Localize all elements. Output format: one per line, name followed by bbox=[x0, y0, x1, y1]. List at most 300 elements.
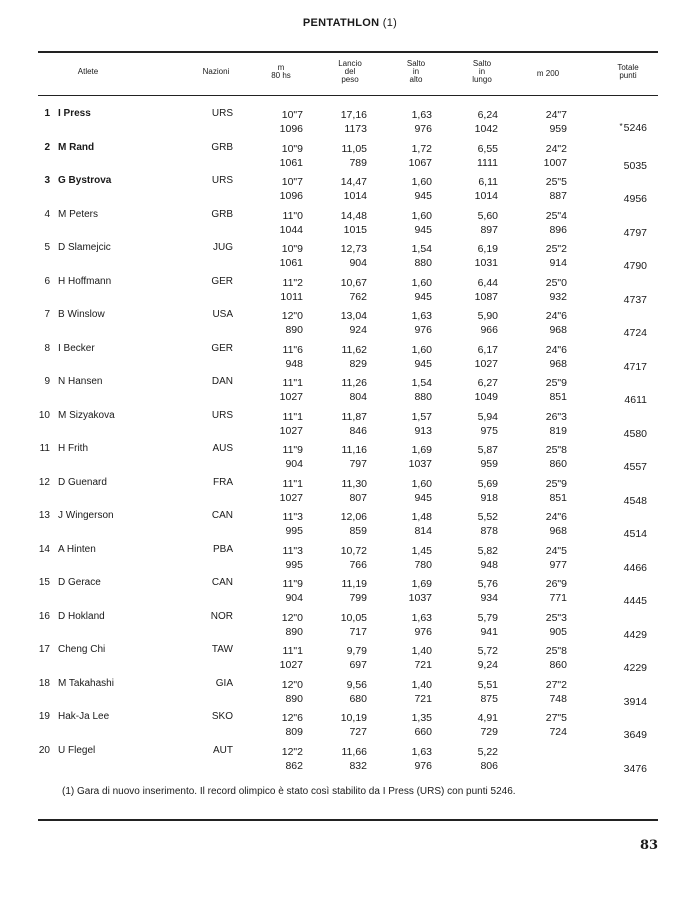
alto-points: 945 bbox=[414, 290, 432, 303]
bottom-rule bbox=[38, 819, 658, 821]
header-line: Salto bbox=[472, 59, 492, 68]
alto-result: 1,40 bbox=[411, 678, 432, 691]
alto-points: 721 bbox=[414, 692, 432, 705]
hs80-points: 1096 bbox=[279, 190, 303, 202]
m200-points: 968 bbox=[549, 324, 567, 336]
peso-result: 9,56 bbox=[346, 678, 367, 691]
alto-points: 880 bbox=[414, 391, 432, 403]
peso-points: 697 bbox=[349, 659, 367, 671]
alto-points: 1037 bbox=[408, 592, 432, 604]
position: 8 bbox=[44, 342, 50, 354]
alto-points: 976 bbox=[414, 759, 432, 772]
lungo-points: 959 bbox=[480, 458, 498, 470]
athlete-name: I Becker bbox=[58, 342, 95, 354]
lungo-points: 934 bbox=[480, 592, 498, 604]
total-points bbox=[587, 394, 647, 406]
lungo-result: 5,72 bbox=[477, 645, 498, 657]
peso-points: 924 bbox=[349, 324, 367, 336]
athlete-name: I Press bbox=[58, 108, 91, 119]
total-value: 4956 bbox=[623, 193, 647, 205]
athlete-name: J Wingerson bbox=[58, 510, 114, 521]
hs80-result: 12"0 bbox=[281, 611, 303, 624]
header-line: Salto bbox=[406, 59, 426, 68]
peso-result: 12,06 bbox=[340, 511, 367, 523]
nation: JUG bbox=[213, 242, 233, 253]
total-points bbox=[587, 696, 647, 708]
m200-points: 932 bbox=[549, 290, 567, 303]
athlete-name: D Hokland bbox=[58, 610, 105, 622]
m200-points: 851 bbox=[549, 491, 567, 504]
total-value: 4611 bbox=[624, 394, 647, 406]
record-mark: * bbox=[619, 122, 623, 131]
position: 7 bbox=[44, 309, 50, 320]
nation: GIA bbox=[215, 677, 233, 689]
total-value: 3914 bbox=[623, 695, 647, 708]
alto-result: 1,63 bbox=[411, 310, 432, 322]
alto-points: 976 bbox=[414, 324, 432, 336]
total-value: 5035 bbox=[623, 159, 647, 172]
nation: USA bbox=[212, 309, 233, 320]
alto-points: 780 bbox=[414, 558, 432, 571]
lungo-points: 729 bbox=[480, 726, 498, 738]
hs80-points: 1027 bbox=[279, 424, 303, 437]
alto-result: 1,60 bbox=[411, 477, 432, 490]
m200-result: 25"5 bbox=[545, 176, 567, 188]
hs80-points: 1061 bbox=[279, 156, 303, 169]
lungo-points: 1031 bbox=[474, 257, 498, 269]
alto-points: 945 bbox=[414, 491, 432, 504]
lungo-result: 5,76 bbox=[477, 578, 498, 590]
nation: DAN bbox=[211, 376, 233, 387]
hs80-points: 904 bbox=[285, 458, 303, 470]
athlete-name: A Hinten bbox=[58, 543, 96, 555]
nation: NOR bbox=[210, 610, 233, 622]
m200-result: 25"0 bbox=[545, 276, 567, 289]
athlete-name: G Bystrova bbox=[58, 175, 112, 186]
total-value: 3649 bbox=[623, 729, 647, 741]
alto-result: 1,60 bbox=[411, 176, 432, 188]
hs80-points: 1027 bbox=[279, 659, 303, 671]
top-rule bbox=[38, 51, 658, 53]
lungo-points: 875 bbox=[480, 692, 498, 705]
peso-result: 11,62 bbox=[341, 343, 367, 356]
hs80-result: 10"9 bbox=[281, 142, 303, 155]
m200-points: 977 bbox=[549, 558, 567, 571]
header-line: m 200 bbox=[536, 69, 560, 78]
nation: GER bbox=[211, 275, 233, 287]
hs80-result: 11"3 bbox=[282, 511, 303, 523]
athlete-name: H Frith bbox=[58, 443, 88, 454]
title-note: (1) bbox=[382, 17, 398, 29]
m200-result: 25"2 bbox=[545, 243, 567, 255]
position: 2 bbox=[44, 141, 50, 153]
lungo-points: 897 bbox=[480, 223, 498, 236]
lungo-result: 6,27 bbox=[477, 377, 498, 389]
total-value: 3476 bbox=[623, 762, 647, 775]
lungo-points: 9,24 bbox=[477, 659, 498, 671]
alto-result: 1,35 bbox=[411, 712, 432, 724]
lungo-points: 1049 bbox=[474, 391, 498, 403]
alto-result: 1,69 bbox=[411, 444, 432, 456]
athlete-name: Hak-Ja Lee bbox=[58, 711, 110, 722]
position: 6 bbox=[44, 275, 50, 287]
total-points bbox=[587, 763, 647, 775]
peso-points: 789 bbox=[349, 156, 367, 169]
m200-points: 724 bbox=[549, 726, 567, 738]
hs80-result: 11"1 bbox=[282, 410, 303, 423]
peso-result: 10,05 bbox=[340, 611, 367, 624]
header-line: Lancio bbox=[338, 59, 362, 68]
alto-points: 721 bbox=[414, 659, 432, 671]
hs80-result: 12"0 bbox=[281, 678, 303, 691]
total-points bbox=[587, 461, 647, 473]
hs80-points: 995 bbox=[285, 525, 303, 537]
hs80-points: 1027 bbox=[279, 391, 303, 403]
alto-result: 1,72 bbox=[411, 142, 432, 155]
total-value: 4548 bbox=[623, 494, 647, 507]
peso-result: 11,87 bbox=[341, 410, 367, 423]
position: 10 bbox=[38, 409, 50, 421]
athlete-name: D Slamejcic bbox=[58, 242, 111, 253]
alto-result: 1,60 bbox=[411, 209, 432, 222]
m200-points: 819 bbox=[549, 424, 567, 437]
lungo-result: 5,82 bbox=[477, 544, 498, 557]
hs80-result: 11"1 bbox=[282, 377, 303, 389]
m200-result: 25"4 bbox=[545, 209, 567, 222]
hs80-points: 890 bbox=[285, 692, 303, 705]
hs80-result: 11"1 bbox=[282, 645, 303, 657]
position: 12 bbox=[38, 476, 50, 488]
nation: CAN bbox=[211, 577, 233, 588]
nation: AUT bbox=[213, 744, 233, 756]
nation: URS bbox=[211, 175, 233, 186]
lungo-result: 6,17 bbox=[477, 343, 498, 356]
athlete-name: M Rand bbox=[58, 141, 95, 153]
peso-points: 859 bbox=[349, 525, 367, 537]
hs80-result: 11"3 bbox=[282, 544, 303, 557]
total-value: 4229 bbox=[623, 662, 647, 674]
hs80-points: 1011 bbox=[280, 290, 303, 303]
lungo-result: 5,22 bbox=[477, 745, 498, 758]
m200-points: 851 bbox=[549, 391, 567, 403]
lungo-result: 5,60 bbox=[477, 209, 498, 222]
position: 5 bbox=[44, 242, 50, 253]
total-value: 4790 bbox=[623, 260, 647, 272]
header-line: in bbox=[412, 67, 420, 76]
m200-result: 26"9 bbox=[545, 578, 567, 590]
hs80-points: 904 bbox=[285, 592, 303, 604]
total-value: 4724 bbox=[623, 327, 647, 339]
nation: CAN bbox=[211, 510, 233, 521]
m200-points: 914 bbox=[549, 257, 567, 269]
peso-result: 17,16 bbox=[340, 109, 367, 121]
lungo-points: 878 bbox=[480, 525, 498, 537]
position: 9 bbox=[44, 376, 50, 387]
hs80-result: 10"7 bbox=[281, 109, 303, 121]
m200-points: 968 bbox=[549, 357, 567, 370]
peso-points: 829 bbox=[349, 357, 367, 370]
peso-result: 11,16 bbox=[341, 444, 367, 456]
lungo-result: 6,44 bbox=[477, 276, 498, 289]
m200-points: 860 bbox=[549, 659, 567, 671]
peso-points: 762 bbox=[349, 290, 367, 303]
total-value: 4717 bbox=[623, 360, 647, 373]
alto-result: 1,54 bbox=[411, 243, 432, 255]
position: 4 bbox=[44, 208, 50, 220]
peso-points: 1015 bbox=[343, 223, 367, 236]
hs80-result: 12"0 bbox=[281, 310, 303, 322]
nation: URS bbox=[211, 108, 233, 119]
lungo-result: 4,91 bbox=[477, 712, 498, 724]
alto-result: 1,60 bbox=[411, 276, 432, 289]
lungo-result: 6,19 bbox=[477, 243, 498, 255]
hs80-result: 11"1 bbox=[282, 477, 303, 490]
nation: GRB bbox=[211, 208, 233, 220]
position: 11 bbox=[39, 443, 50, 454]
total-points bbox=[587, 729, 647, 741]
nation: GRB bbox=[211, 141, 233, 153]
alto-result: 1,40 bbox=[411, 645, 432, 657]
alto-result: 1,63 bbox=[411, 611, 432, 624]
peso-result: 11,05 bbox=[341, 142, 367, 155]
total-value: 4580 bbox=[623, 427, 647, 440]
m200-points: 896 bbox=[549, 223, 567, 236]
athlete-name: M Peters bbox=[58, 208, 99, 220]
athlete-name: Cheng Chi bbox=[58, 644, 106, 655]
alto-result: 1,54 bbox=[411, 377, 432, 389]
hs80-result: 10"9 bbox=[281, 243, 303, 255]
hs80-points: 1096 bbox=[279, 123, 303, 135]
hs80-points: 862 bbox=[285, 759, 303, 772]
position: 3 bbox=[44, 175, 50, 186]
total-points bbox=[587, 528, 647, 540]
position: 16 bbox=[38, 610, 50, 622]
m200-result: 25"9 bbox=[545, 377, 567, 389]
header-line: Atlete bbox=[77, 67, 99, 76]
m200-result: 24"6 bbox=[545, 343, 567, 356]
athlete-name: N Hansen bbox=[58, 376, 103, 387]
header-line: peso bbox=[341, 75, 359, 84]
alto-points: 660 bbox=[414, 726, 432, 738]
m200-result: 25"8 bbox=[545, 444, 567, 456]
total-value: 4557 bbox=[623, 461, 647, 473]
header-totale-punti bbox=[588, 64, 668, 80]
total-value: 4737 bbox=[623, 293, 647, 306]
header-line: del bbox=[344, 67, 356, 76]
peso-result: 11,26 bbox=[341, 377, 367, 389]
hs80-result: 11"0 bbox=[282, 209, 303, 222]
nation: AUS bbox=[212, 443, 233, 454]
m200-result: 24"6 bbox=[545, 310, 567, 322]
peso-points: 797 bbox=[349, 458, 367, 470]
total-points bbox=[587, 193, 647, 205]
peso-points: 846 bbox=[349, 424, 367, 437]
header-atlete bbox=[48, 68, 128, 76]
nation: PBA bbox=[212, 543, 233, 555]
peso-result: 14,47 bbox=[340, 176, 367, 188]
alto-points: 945 bbox=[414, 190, 432, 202]
m200-result: 25"8 bbox=[545, 645, 567, 657]
peso-points: 717 bbox=[349, 625, 367, 638]
lungo-result: 5,51 bbox=[477, 678, 498, 691]
peso-result: 14,48 bbox=[340, 209, 367, 222]
total-points bbox=[587, 160, 647, 172]
lungo-result: 6,11 bbox=[478, 176, 498, 188]
position: 18 bbox=[38, 677, 50, 689]
position: 17 bbox=[38, 644, 50, 655]
total-points bbox=[587, 629, 647, 641]
athlete-name: D Gerace bbox=[58, 577, 101, 588]
hs80-result: 12"6 bbox=[281, 712, 303, 724]
total-points bbox=[587, 495, 647, 507]
hs80-points: 948 bbox=[285, 357, 303, 370]
alto-result: 1,45 bbox=[411, 544, 432, 557]
alto-result: 1,60 bbox=[411, 343, 432, 356]
athlete-name: D Guenard bbox=[58, 476, 107, 488]
alto-points: 913 bbox=[414, 424, 432, 437]
lungo-points: 941 bbox=[480, 625, 498, 638]
hs80-points: 1027 bbox=[279, 491, 303, 504]
m200-points: 860 bbox=[549, 458, 567, 470]
nation: TAW bbox=[211, 644, 233, 655]
peso-result: 11,66 bbox=[341, 745, 367, 758]
hs80-result: 11"2 bbox=[282, 276, 303, 289]
page-number: 83 bbox=[640, 838, 659, 853]
total-points bbox=[587, 361, 647, 373]
peso-result: 11,30 bbox=[341, 477, 367, 490]
m200-result: 24"2 bbox=[545, 142, 567, 155]
alto-result: 1,48 bbox=[411, 511, 432, 523]
peso-points: 799 bbox=[349, 592, 367, 604]
m200-result: 26"3 bbox=[545, 410, 567, 423]
position: 1 bbox=[44, 108, 50, 119]
alto-points: 880 bbox=[414, 257, 432, 269]
alto-points: 976 bbox=[414, 123, 432, 135]
header-m200 bbox=[508, 70, 588, 78]
m200-points: 771 bbox=[549, 592, 567, 604]
total-points bbox=[587, 260, 647, 272]
header-line: in bbox=[478, 67, 486, 76]
peso-points: 832 bbox=[349, 759, 367, 772]
peso-result: 9,79 bbox=[346, 645, 367, 657]
position: 15 bbox=[38, 577, 50, 588]
header-line: m bbox=[277, 63, 285, 72]
alto-result: 1,63 bbox=[411, 109, 432, 121]
lungo-result: 5,87 bbox=[477, 444, 498, 456]
lungo-result: 5,79 bbox=[477, 611, 498, 624]
footnote: (1) Gara di nuovo inserimento. Il record olimpico è stato così stabilito da I Press (URS) con punti 5246. bbox=[62, 786, 516, 797]
total-points bbox=[587, 562, 647, 574]
alto-points: 945 bbox=[414, 357, 432, 370]
hs80-result: 10"7 bbox=[281, 176, 303, 188]
m200-points: 968 bbox=[549, 525, 567, 537]
alto-points: 976 bbox=[414, 625, 432, 638]
m200-points: 905 bbox=[549, 625, 567, 638]
alto-points: 945 bbox=[414, 223, 432, 236]
m200-result: 25"9 bbox=[545, 477, 567, 490]
peso-points: 904 bbox=[349, 257, 367, 269]
total-points bbox=[587, 227, 647, 239]
hs80-points: 809 bbox=[285, 726, 303, 738]
m200-points: 887 bbox=[549, 190, 567, 202]
m200-result: 24"5 bbox=[545, 544, 567, 557]
alto-points: 1067 bbox=[408, 156, 432, 169]
lungo-result: 6,55 bbox=[477, 142, 498, 155]
position: 13 bbox=[38, 510, 50, 521]
peso-result: 13,04 bbox=[340, 310, 367, 322]
m200-points: 1007 bbox=[543, 156, 567, 169]
lungo-result: 5,90 bbox=[477, 310, 498, 322]
peso-points: 1014 bbox=[343, 190, 367, 202]
header-line: lungo bbox=[472, 75, 492, 84]
peso-points: 727 bbox=[349, 726, 367, 738]
total-points bbox=[587, 294, 647, 306]
lungo-result: 5,52 bbox=[477, 511, 498, 523]
m200-result: 24"7 bbox=[545, 109, 567, 121]
m200-points: 748 bbox=[549, 692, 567, 705]
lungo-points: 1087 bbox=[474, 290, 498, 303]
total-points bbox=[587, 428, 647, 440]
m200-result: 27"5 bbox=[545, 712, 567, 724]
lungo-points: 975 bbox=[480, 424, 498, 437]
peso-points: 804 bbox=[349, 391, 367, 403]
header-line: Totale bbox=[617, 63, 639, 72]
total-value: 4514 bbox=[623, 528, 647, 540]
athlete-name: H Hoffmann bbox=[58, 275, 112, 287]
athlete-name: M Takahashi bbox=[58, 677, 114, 689]
nation: FRA bbox=[213, 476, 233, 488]
total-points bbox=[587, 595, 647, 607]
alto-result: 1,69 bbox=[411, 578, 432, 590]
m200-points: 959 bbox=[549, 123, 567, 135]
athlete-name: B Winslow bbox=[58, 309, 105, 320]
alto-result: 1,57 bbox=[411, 410, 432, 423]
peso-points: 1173 bbox=[344, 123, 367, 135]
hs80-points: 1061 bbox=[279, 257, 303, 269]
athlete-name: M Sizyakova bbox=[58, 409, 115, 421]
lungo-points: 918 bbox=[480, 491, 498, 504]
lungo-points: 806 bbox=[480, 759, 498, 772]
total-points bbox=[587, 662, 647, 674]
lungo-points: 966 bbox=[480, 324, 498, 336]
hs80-points: 890 bbox=[285, 324, 303, 336]
nation: URS bbox=[211, 409, 233, 421]
hs80-result: 12"2 bbox=[281, 745, 303, 758]
lungo-points: 1027 bbox=[474, 357, 498, 370]
total-value: 4445 bbox=[623, 595, 647, 607]
lungo-result: 6,24 bbox=[477, 109, 498, 121]
lungo-points: 948 bbox=[480, 558, 498, 571]
total-value: 4429 bbox=[623, 628, 647, 641]
peso-result: 10,72 bbox=[340, 544, 367, 557]
position: 19 bbox=[38, 711, 50, 722]
lungo-points: 1014 bbox=[474, 190, 498, 202]
m200-result: 27"2 bbox=[545, 678, 567, 691]
lungo-points: 1042 bbox=[474, 123, 498, 135]
nation: SKO bbox=[211, 711, 233, 722]
total-value: 4797 bbox=[623, 226, 647, 239]
lungo-result: 5,94 bbox=[477, 410, 498, 423]
hs80-result: 11"9 bbox=[282, 444, 303, 456]
m200-result: 24"6 bbox=[545, 511, 567, 523]
hs80-points: 1044 bbox=[279, 223, 303, 236]
peso-points: 680 bbox=[349, 692, 367, 705]
header-80hs bbox=[241, 64, 321, 80]
peso-result: 12,73 bbox=[340, 243, 367, 255]
title-text: PENTATHLON bbox=[302, 17, 380, 29]
peso-result: 10,67 bbox=[340, 276, 367, 289]
peso-points: 766 bbox=[349, 558, 367, 571]
